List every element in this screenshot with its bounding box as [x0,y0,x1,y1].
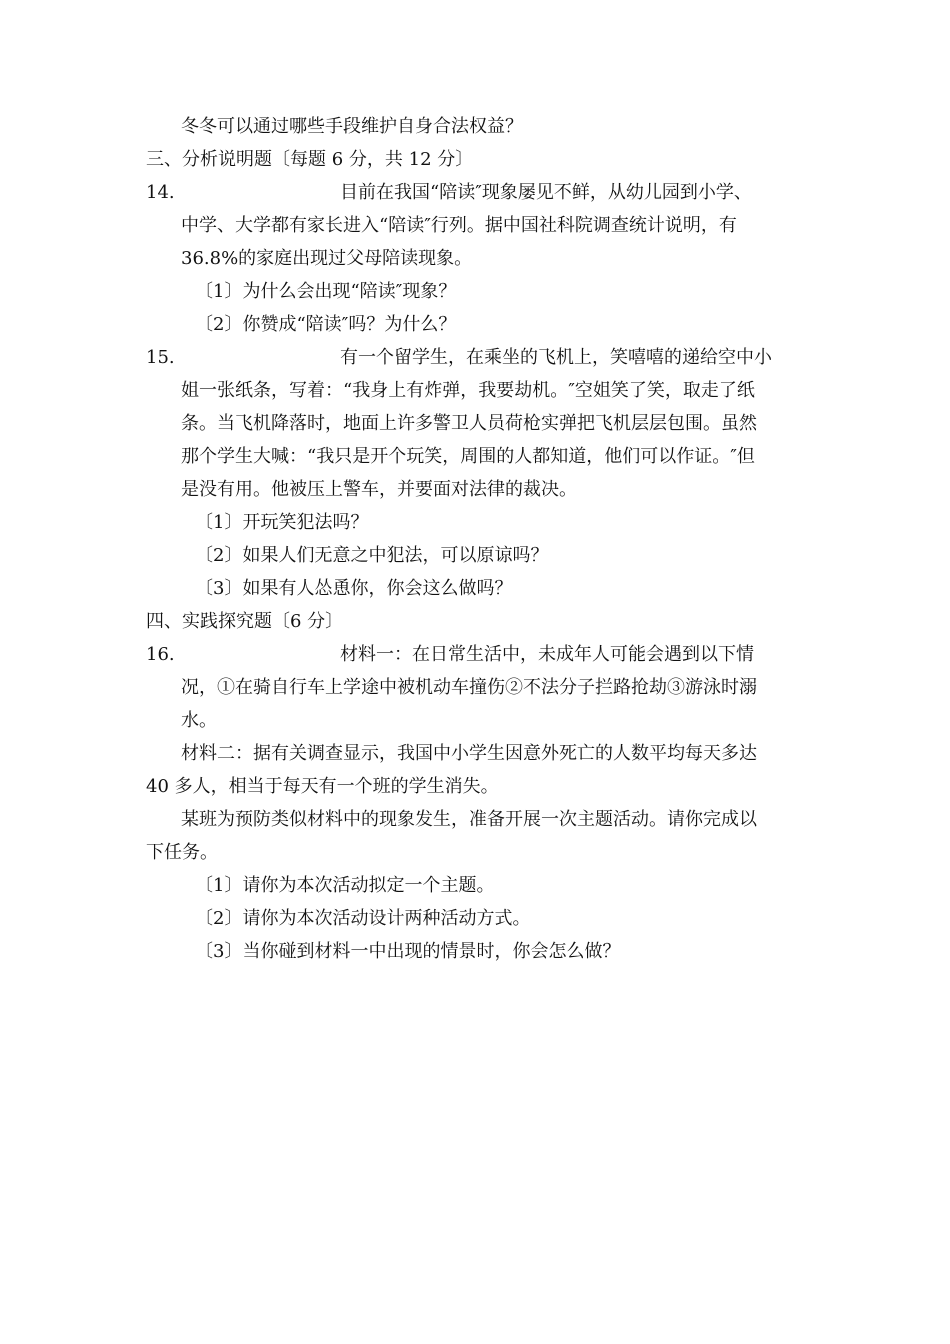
question-16-sub-2: 〔2〕请你为本次活动设计两种活动方式。 [195,908,531,929]
question-14-sub-1: 〔1〕为什么会出现“陪读″现象？ [195,281,457,302]
material-1-line: 况，①在骑自行车上学途中被机动车撞伤②不法分子拦路抢劫③游泳时溺 [181,677,757,698]
question-15-number: 15. [146,347,175,368]
question-15-line: 有一个留学生，在乘坐的飞机上，笑嘻嘻的递给空中小 [340,347,772,368]
question-14-line: 36.8%的家庭出现过父母陪读现象。 [181,248,473,269]
question-16-sub-3: 〔3〕当你碰到材料一中出现的情景时，你会怎么做？ [195,941,621,962]
question-15-line: 条。当飞机降落时，地面上许多警卫人员荷枪实弹把飞机层层包围。虽然 [181,413,757,434]
question-16-sub-1: 〔1〕请你为本次活动拟定一个主题。 [195,875,495,896]
question-15-sub-3: 〔3〕如果有人怂恿你，你会这么做吗？ [195,578,513,599]
material-1-line: 材料一：在日常生活中，未成年人可能会遇到以下情 [340,644,754,665]
question-15-line: 那个学生大喊：“我只是开个玩笑，周围的人都知道，他们可以作证。″但 [181,446,755,467]
material-2-line: 材料二：据有关调查显示，我国中小学生因意外死亡的人数平均每天多达 [181,743,757,764]
question-16-number: 16. [146,644,175,665]
question-15-sub-2: 〔2〕如果人们无意之中犯法，可以原谅吗？ [195,545,549,566]
task-intro-line: 某班为预防类似材料中的现象发生，准备开展一次主题活动。请你完成以 [181,809,757,830]
task-intro-line: 下任务。 [146,842,218,863]
material-1-line: 水。 [181,710,217,731]
question-15-sub-1: 〔1〕开玩笑犯法吗？ [195,512,369,533]
section-4-heading: 四、实践探究题〔6 分〕 [146,611,344,632]
question-15-line: 是没有用。他被压上警车，并要面对法律的裁决。 [181,479,577,500]
section-3-heading: 三、分析说明题〔每题 6 分，共 12 分〕 [146,149,474,170]
question-13-prompt: 冬冬可以通过哪些手段维护自身合法权益？ [181,116,523,137]
question-14-line: 中学、大学都有家长进入“陪读″行列。据中国社科院调查统计说明，有 [181,215,737,236]
question-14-line: 目前在我国“陪读″现象屡见不鲜，从幼儿园到小学、 [340,182,752,203]
question-14-number: 14. [146,182,175,203]
material-2-line: 40 多人，相当于每天有一个班的学生消失。 [146,776,499,797]
question-15-line: 姐一张纸条，写着：“我身上有炸弹，我要劫机。″空姐笑了笑，取走了纸 [181,380,755,401]
question-14-sub-2: 〔2〕你赞成“陪读″吗？为什么？ [195,314,457,335]
